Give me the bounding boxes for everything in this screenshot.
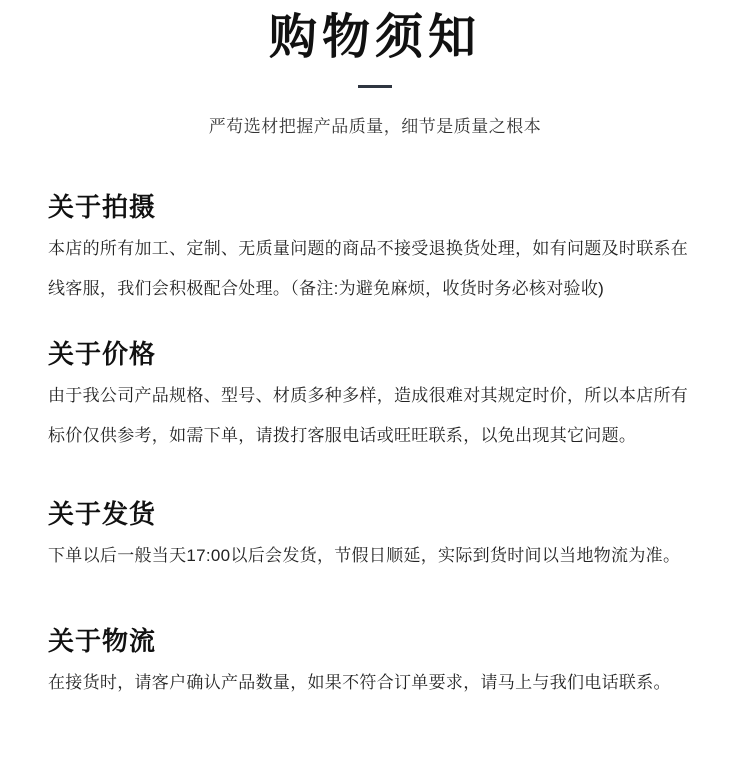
- section-logistics-heading: 关于物流: [48, 626, 157, 656]
- section-photography-body: 本店的所有加工、定制、无质量问题的商品不接受退换货处理，如有问题及时联系在线客服，我们会积极配合处理。（备注:为避免麻烦，收货时务必核对验收): [48, 239, 689, 298]
- page-subtitle: 严苟选材把握产品质量，细节是质量之根本: [208, 117, 542, 136]
- section-logistics-body: 在接货时，请客户确认产品数量，如果不符合订单要求，请马上与我们电话联系。: [48, 673, 671, 692]
- section-photography-heading: 关于拍摄: [48, 192, 157, 222]
- section-price-heading: 关于价格: [48, 339, 157, 369]
- section-logistics: [48, 626, 702, 703]
- section-shipping-heading: 关于发货: [48, 499, 157, 529]
- page-title: 购物须知: [268, 11, 481, 64]
- section-shipping: [48, 499, 702, 576]
- section-price: [48, 339, 702, 456]
- section-photography: [48, 192, 702, 309]
- section-price-body: 由于我公司产品规格、型号、材质多种多样，造成很难对其规定时价，所以本店所有标价仅供参考，如需下单，请拨打客服电话或旺旺联系，以免出现其它问题。: [48, 386, 689, 445]
- title-divider: [358, 85, 392, 88]
- section-shipping-body: 下单以后一般当天17:00以后会发货，节假日顺延，实际到货时间以当地物流为准。: [48, 546, 681, 565]
